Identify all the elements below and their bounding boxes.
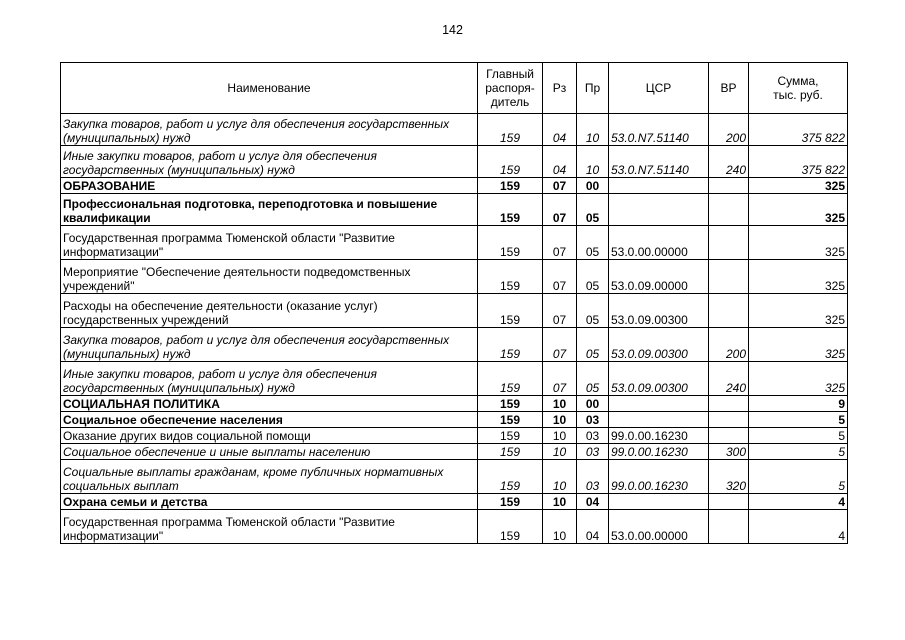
row-name: Мероприятие "Обеспечение деятельности подведомственных учреждений": [61, 260, 478, 294]
table-row: [61, 396, 848, 412]
row-name: Профессиональная подготовка, переподготовка и повышение квалификации: [61, 194, 478, 226]
row-csr: 53.0.09.00300: [609, 294, 709, 328]
row-name: Государственная программа Тюменской области "Развитие информатизации": [61, 510, 478, 544]
row-csr: 53.0.N7.51140: [609, 146, 709, 178]
row-vr: 240: [709, 362, 749, 396]
table-row: [61, 444, 848, 460]
row-pr: 03: [577, 412, 609, 428]
row-sum: 325: [749, 178, 848, 194]
row-name: Социальное обеспечение населения: [61, 412, 478, 428]
header-gr-label: Главный распоря-дитель: [485, 67, 535, 109]
header-row: [61, 63, 848, 114]
row-csr: 53.0.09.00000: [609, 260, 709, 294]
row-name: Охрана семьи и детства: [61, 494, 478, 510]
row-name: Расходы на обеспечение деятельности (оказание услуг) государственных учреждений: [61, 294, 478, 328]
row-vr: 300: [709, 444, 749, 460]
row-name: Иные закупки товаров, работ и услуг для обеспечения государственных (муниципальных) нужд: [61, 362, 478, 396]
row-rz: 10: [543, 494, 577, 510]
row-vr: [709, 194, 749, 226]
row-name: Социальное обеспечение и иные выплаты населению: [61, 444, 478, 460]
row-gr: 159: [478, 460, 543, 494]
header-sum: [749, 63, 848, 114]
row-gr: 159: [478, 444, 543, 460]
table-row: [61, 226, 848, 260]
row-pr: 05: [577, 260, 609, 294]
row-csr: 53.0.00.00000: [609, 510, 709, 544]
row-pr: 05: [577, 226, 609, 260]
row-vr: 320: [709, 460, 749, 494]
header-gr: [478, 63, 543, 114]
table-row: [61, 194, 848, 226]
row-sum: 375 822: [749, 146, 848, 178]
header-csr: ЦСР: [609, 63, 709, 114]
row-csr: 53.0.N7.51140: [609, 114, 709, 146]
row-rz: 07: [543, 294, 577, 328]
row-pr: 03: [577, 428, 609, 444]
table-row: [61, 412, 848, 428]
row-sum: 325: [749, 194, 848, 226]
row-name: Государственная программа Тюменской области "Развитие информатизации": [61, 226, 478, 260]
row-name: Закупка товаров, работ и услуг для обеспечения государственных (муниципальных) нужд: [61, 114, 478, 146]
row-gr: 159: [478, 494, 543, 510]
row-vr: [709, 428, 749, 444]
row-pr: 10: [577, 146, 609, 178]
table-row: [61, 510, 848, 544]
row-sum: 5: [749, 460, 848, 494]
table-row: [61, 114, 848, 146]
row-gr: 159: [478, 114, 543, 146]
row-gr: 159: [478, 362, 543, 396]
row-sum: 325: [749, 328, 848, 362]
row-pr: 05: [577, 328, 609, 362]
budget-table: [60, 62, 848, 544]
row-gr: 159: [478, 428, 543, 444]
header-pr: Пр: [577, 63, 609, 114]
table-row: [61, 494, 848, 510]
row-name: Оказание других видов социальной помощи: [61, 428, 478, 444]
row-vr: [709, 494, 749, 510]
row-pr: 05: [577, 362, 609, 396]
header-vr: ВР: [709, 63, 749, 114]
row-vr: 240: [709, 146, 749, 178]
row-pr: 04: [577, 494, 609, 510]
row-rz: 04: [543, 114, 577, 146]
row-vr: 200: [709, 114, 749, 146]
row-rz: 10: [543, 460, 577, 494]
row-csr: [609, 194, 709, 226]
row-vr: [709, 510, 749, 544]
row-pr: 05: [577, 294, 609, 328]
row-sum: 9: [749, 396, 848, 412]
row-csr: [609, 396, 709, 412]
table-row: [61, 260, 848, 294]
row-rz: 10: [543, 510, 577, 544]
row-vr: [709, 260, 749, 294]
row-name: ОБРАЗОВАНИЕ: [61, 178, 478, 194]
row-sum: 4: [749, 510, 848, 544]
row-vr: [709, 412, 749, 428]
row-rz: 07: [543, 328, 577, 362]
row-rz: 07: [543, 362, 577, 396]
row-vr: [709, 178, 749, 194]
row-sum: 325: [749, 260, 848, 294]
row-csr: 53.0.09.00300: [609, 362, 709, 396]
row-gr: 159: [478, 178, 543, 194]
header-rz: Рз: [543, 63, 577, 114]
row-name: Иные закупки товаров, работ и услуг для обеспечения государственных (муниципальных) нужд: [61, 146, 478, 178]
row-csr: 53.0.09.00300: [609, 328, 709, 362]
row-rz: 07: [543, 194, 577, 226]
row-rz: 07: [543, 178, 577, 194]
row-gr: 159: [478, 194, 543, 226]
header-name: Наименование: [61, 63, 478, 114]
row-name: Закупка товаров, работ и услуг для обеспечения государственных (муниципальных) нужд: [61, 328, 478, 362]
row-csr: 99.0.00.16230: [609, 444, 709, 460]
row-rz: 10: [543, 396, 577, 412]
header-sum-label: Сумма, тыс. руб.: [773, 74, 823, 102]
row-csr: 99.0.00.16230: [609, 460, 709, 494]
table-row: [61, 146, 848, 178]
row-vr: [709, 226, 749, 260]
row-csr: 53.0.00.00000: [609, 226, 709, 260]
row-pr: 00: [577, 396, 609, 412]
row-sum: 5: [749, 428, 848, 444]
row-csr: [609, 494, 709, 510]
table-row: [61, 362, 848, 396]
row-sum: 4: [749, 494, 848, 510]
row-vr: 200: [709, 328, 749, 362]
row-pr: 03: [577, 444, 609, 460]
row-name: Социальные выплаты гражданам, кроме публичных нормативных социальных выплат: [61, 460, 478, 494]
row-sum: 325: [749, 294, 848, 328]
table-body: [61, 114, 848, 544]
row-gr: 159: [478, 396, 543, 412]
row-gr: 159: [478, 260, 543, 294]
row-csr: [609, 178, 709, 194]
row-name: СОЦИАЛЬНАЯ ПОЛИТИКА: [61, 396, 478, 412]
row-gr: 159: [478, 146, 543, 178]
row-gr: 159: [478, 510, 543, 544]
row-gr: 159: [478, 412, 543, 428]
row-rz: 07: [543, 260, 577, 294]
page-number: 142: [442, 23, 463, 37]
table-row: [61, 294, 848, 328]
row-rz: 10: [543, 428, 577, 444]
row-gr: 159: [478, 226, 543, 260]
table-row: [61, 460, 848, 494]
row-vr: [709, 396, 749, 412]
row-pr: 00: [577, 178, 609, 194]
row-pr: 04: [577, 510, 609, 544]
table-row: [61, 428, 848, 444]
row-sum: 325: [749, 226, 848, 260]
row-gr: 159: [478, 328, 543, 362]
row-sum: 325: [749, 362, 848, 396]
row-pr: 10: [577, 114, 609, 146]
row-rz: 04: [543, 146, 577, 178]
row-gr: 159: [478, 294, 543, 328]
row-rz: 07: [543, 226, 577, 260]
table-row: [61, 328, 848, 362]
row-rz: 10: [543, 412, 577, 428]
row-sum: 375 822: [749, 114, 848, 146]
row-csr: 99.0.00.16230: [609, 428, 709, 444]
row-pr: 03: [577, 460, 609, 494]
row-pr: 05: [577, 194, 609, 226]
row-rz: 10: [543, 444, 577, 460]
row-vr: [709, 294, 749, 328]
row-sum: 5: [749, 444, 848, 460]
table-row: [61, 178, 848, 194]
row-csr: [609, 412, 709, 428]
row-sum: 5: [749, 412, 848, 428]
